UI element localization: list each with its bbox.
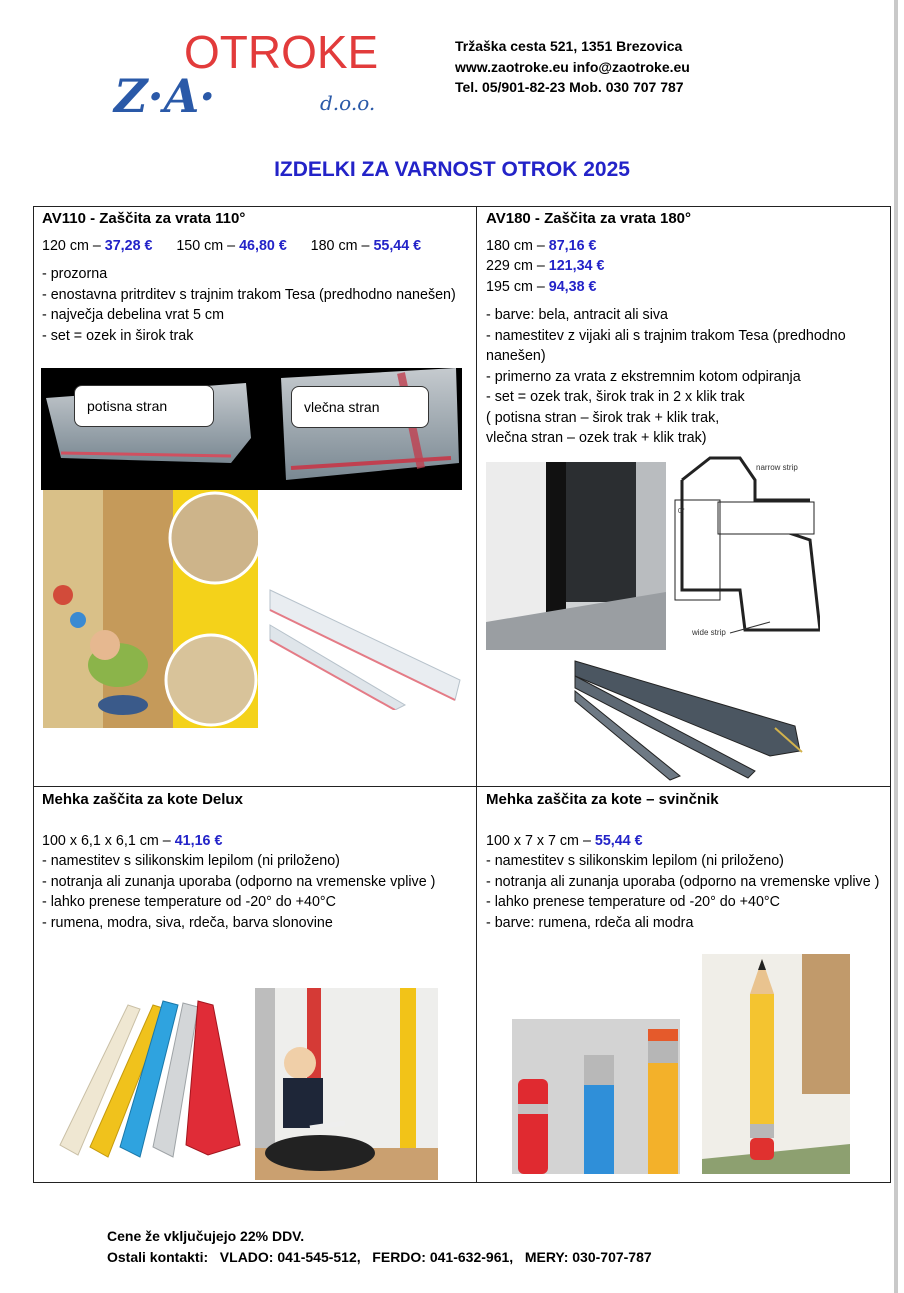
logo-suffix: d.o.o. xyxy=(320,91,376,115)
price-line xyxy=(42,236,472,257)
footer xyxy=(107,1226,652,1268)
company-logo xyxy=(112,18,402,128)
product-heading: AV110 - Zaščita za vrata 110° xyxy=(42,210,246,227)
detail-line: - rumena, modra, siva, rdeča, barva slonovine xyxy=(42,914,333,931)
price-value: 37,28 € xyxy=(104,237,153,254)
price-size: 229 cm – xyxy=(486,258,549,274)
page-title: IZDELKI ZA VARNOST OTROK 2025 xyxy=(274,158,630,181)
detail-line: - notranja ali zunanja uporaba (odporno na vremenske vplive ) xyxy=(486,873,880,890)
label-pull-side: vlečna stran xyxy=(291,386,429,428)
product-heading: Mehka zaščita za kote – svinčnik xyxy=(486,791,719,808)
price-value: 87,16 € xyxy=(548,237,597,254)
detail-line: - set = ozek trak, širok trak in 2 x klik trak xyxy=(486,389,745,405)
product-pencil xyxy=(486,790,886,933)
product-delux xyxy=(42,790,472,933)
door-edge-photo xyxy=(486,462,666,650)
detail-line: - namestitev s silikonskim lepilom (ni priloženo) xyxy=(486,853,784,869)
address: Tržaška cesta 521, 1351 Brezovica xyxy=(455,38,683,54)
page-edge xyxy=(894,0,898,1293)
price-value: 94,38 € xyxy=(548,278,597,295)
detail-line: - lahko prenese temperature od -20° do +40°C xyxy=(42,894,336,910)
detail-line: - največja debelina vrat 5 cm xyxy=(42,307,224,323)
price-value: 55,44 € xyxy=(373,237,422,254)
detail-line: ( potisna stran – širok trak + klik trak, xyxy=(486,409,720,426)
pencil-corner-photo xyxy=(702,954,850,1174)
child-corner-photo xyxy=(255,988,438,1180)
table-divider-horizontal xyxy=(33,786,891,787)
other-contacts: Ostali kontakti: VLADO: 041-545-512, FERDO: 041-632-961, MERY: 030-707-787 xyxy=(107,1249,652,1265)
label-zero-degree: 0° xyxy=(678,508,685,515)
price-size: 180 cm – xyxy=(486,237,549,254)
price-size: 180 cm – xyxy=(310,237,374,254)
vat-note: Cene že vključujejo 22% DDV. xyxy=(107,1228,305,1244)
web-email[interactable]: www.zaotroke.eu info@zaotroke.eu xyxy=(455,58,690,75)
product-av110 xyxy=(42,209,472,346)
corner-guards-colors-photo xyxy=(48,995,248,1160)
av110-profile-photo xyxy=(41,368,462,490)
label-narrow-strip: narrow strip xyxy=(756,463,798,472)
phones: Tel. 05/901-82-23 Mob. 030 707 787 xyxy=(455,79,684,95)
table-divider-vertical xyxy=(476,206,477,1183)
logo-otroke: OTROKE xyxy=(184,26,379,78)
detail-line: - barve: bela, antracit ali siva xyxy=(486,307,668,323)
detail-line: - barve: rumena, rdeča ali modra xyxy=(486,914,694,931)
price-line xyxy=(42,831,472,852)
logo-za: Z·A· xyxy=(114,69,216,123)
price-value: 46,80 € xyxy=(239,237,287,254)
detail-line: - prozorna xyxy=(42,266,108,282)
price-size: 195 cm – xyxy=(486,278,549,295)
label-push-side: potisna stran xyxy=(74,385,214,427)
price-size: 100 x 6,1 x 6,1 cm – xyxy=(42,832,175,849)
detail-line: - set = ozek in širok trak xyxy=(42,327,194,344)
product-heading: AV180 - Zaščita za vrata 180° xyxy=(486,210,692,227)
price-size: 100 x 7 x 7 cm – xyxy=(486,832,595,849)
detail-line: - namestitev z vijaki ali s trajnim trakom Tesa (predhodno nanešen) xyxy=(486,327,846,364)
price-value: 41,16 € xyxy=(174,832,223,849)
av180-strips-photo xyxy=(570,656,810,781)
product-heading: Mehka zaščita za kote Delux xyxy=(42,791,243,808)
product-av180 xyxy=(486,209,886,449)
price-line xyxy=(486,831,886,852)
detail-line: - lahko prenese temperature od -20° do +40°C xyxy=(486,894,780,910)
price-size: 120 cm – xyxy=(42,237,105,254)
price-value: 55,44 € xyxy=(594,832,643,849)
av110-strips-photo xyxy=(265,585,470,710)
price-value: 121,34 € xyxy=(548,258,605,274)
label-wide-strip: wide strip xyxy=(692,628,726,637)
pencil-colors-photo xyxy=(512,1019,680,1174)
price-line xyxy=(486,277,886,298)
detail-line: - notranja ali zunanja uporaba (odporno na vremenske vplive ) xyxy=(42,873,436,890)
detail-line: - enostavna pritrditev s trajnim trakom Tesa (predhodno nanešen) xyxy=(42,286,456,303)
price-line xyxy=(486,236,886,257)
detail-line: - primerno za vrata z ekstremnim kotom odpiranja xyxy=(486,368,801,385)
detail-line: - namestitev s silikonskim lepilom (ni priloženo) xyxy=(42,853,340,869)
contact-block xyxy=(455,36,690,98)
strip-diagram xyxy=(670,450,820,640)
child-door-photo xyxy=(43,490,258,728)
price-line xyxy=(486,256,886,277)
price-size: 150 cm – xyxy=(176,237,240,254)
detail-line: vlečna stran – ozek trak + klik trak) xyxy=(486,430,707,446)
